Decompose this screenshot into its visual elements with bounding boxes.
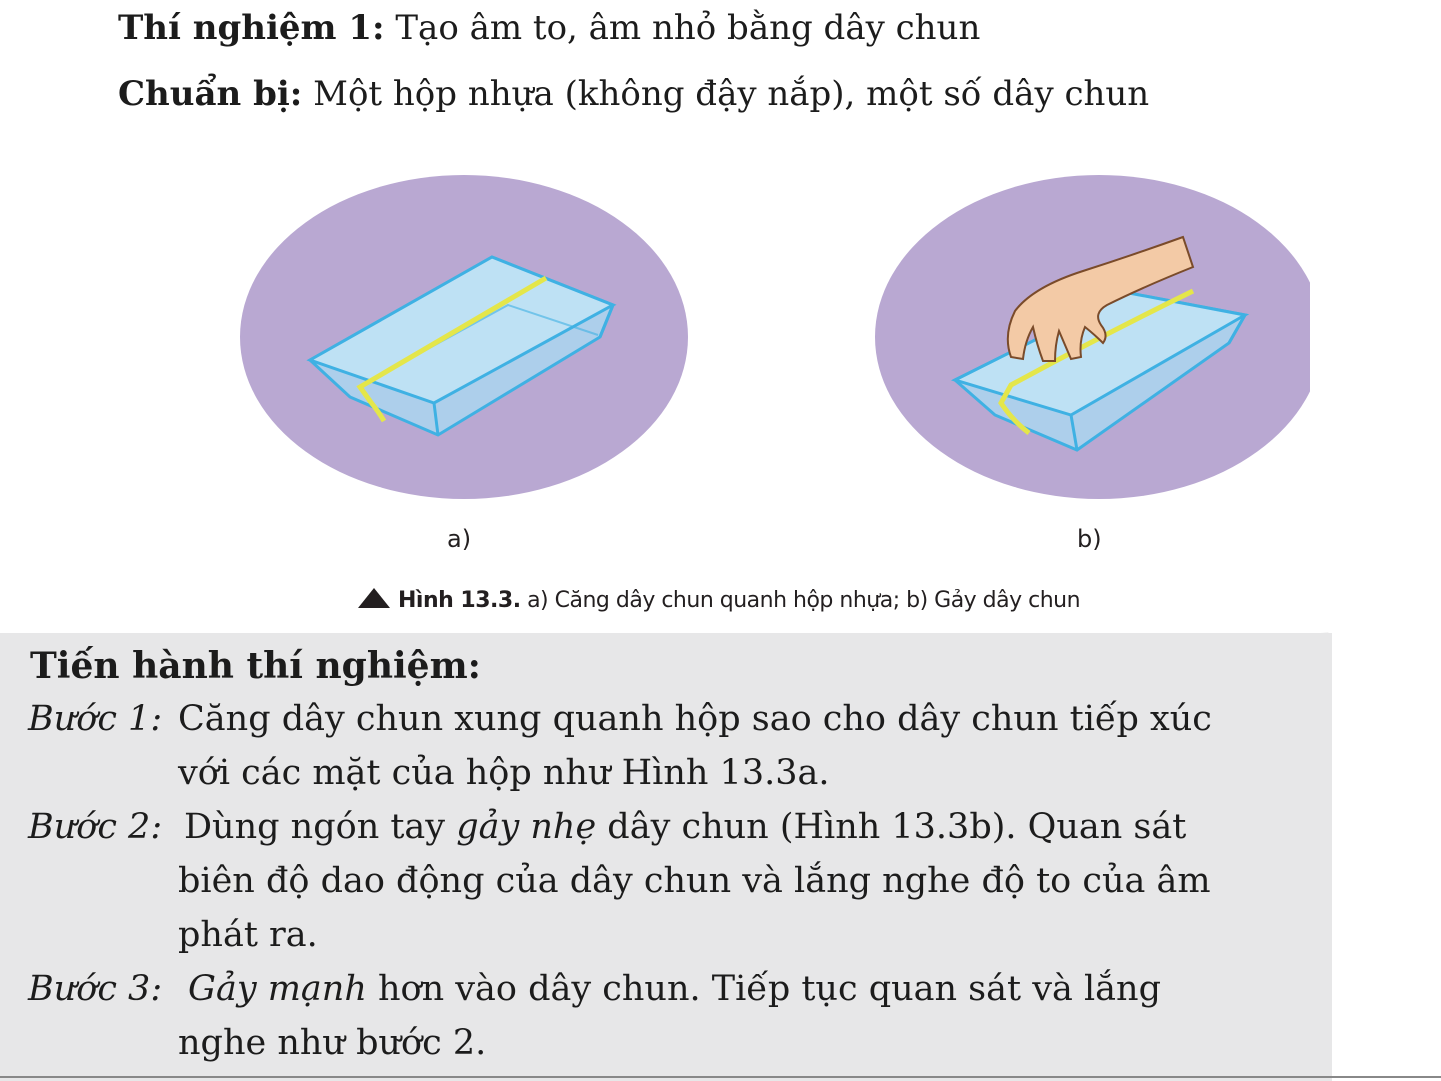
experiment-label: Thí nghiệm 1: [118,8,385,48]
step-2-line-1 [184,800,1288,854]
step-1 [0,692,1300,800]
step-2-line-3: phát ra. [178,915,318,955]
preparation-line [118,74,1149,114]
step-1-line-1-text: Căng dây chun xung quanh hộp sao cho dây chun tiếp xúc [178,699,1212,739]
step-2-text-a: Dùng ngón tay [184,807,457,847]
figure-b-label: b) [1077,525,1102,553]
step-2-line-2: biên độ dao động của dây chun và lắng nghe độ to của âm [178,861,1211,901]
caption-text: a) Căng dây chun quanh hộp nhựa; b) Gảy dây chun [520,588,1081,613]
figure-b-illustration [873,175,1310,501]
step-3-label: Bước 3: [28,969,163,1009]
preparation-label: Chuẩn bị: [118,74,303,114]
step-2 [0,800,1300,962]
figure-a-label: a) [447,525,472,553]
step-3-emphasis: Gảy mạnh [188,969,367,1009]
triangle-icon [358,588,390,608]
step-2-text-b: dây chun (Hình 13.3b). Quan sát [596,807,1187,847]
step-3-line-2: nghe như bước 2. [178,1023,487,1063]
step-1-label: Bước 1: [28,699,163,739]
preparation-text: Một hộp nhựa (không đậy nắp), một số dây chun [302,74,1150,114]
figure-caption [358,588,1080,613]
step-3-line-1 [188,962,1288,1016]
step-3 [0,962,1300,1070]
step-1-line-2: với các mặt của hộp như Hình 13.3a. [178,753,830,793]
step-2-emphasis: gảy nhẹ [456,807,597,847]
bottom-rule [0,1076,1441,1078]
experiment-title [118,8,980,48]
experiment-text: Tạo âm to, âm nhỏ bằng dây chun [384,8,981,48]
procedure-title: Tiến hành thí nghiệm: [30,645,481,687]
figure-a-illustration [238,175,690,501]
step-1-line-1 [178,692,1288,746]
caption-number: Hình 13.3. [398,588,521,613]
step-2-label: Bước 2: [28,807,163,847]
step-3-text-b: hơn vào dây chun. Tiếp tục quan sát và lắng [366,969,1161,1009]
